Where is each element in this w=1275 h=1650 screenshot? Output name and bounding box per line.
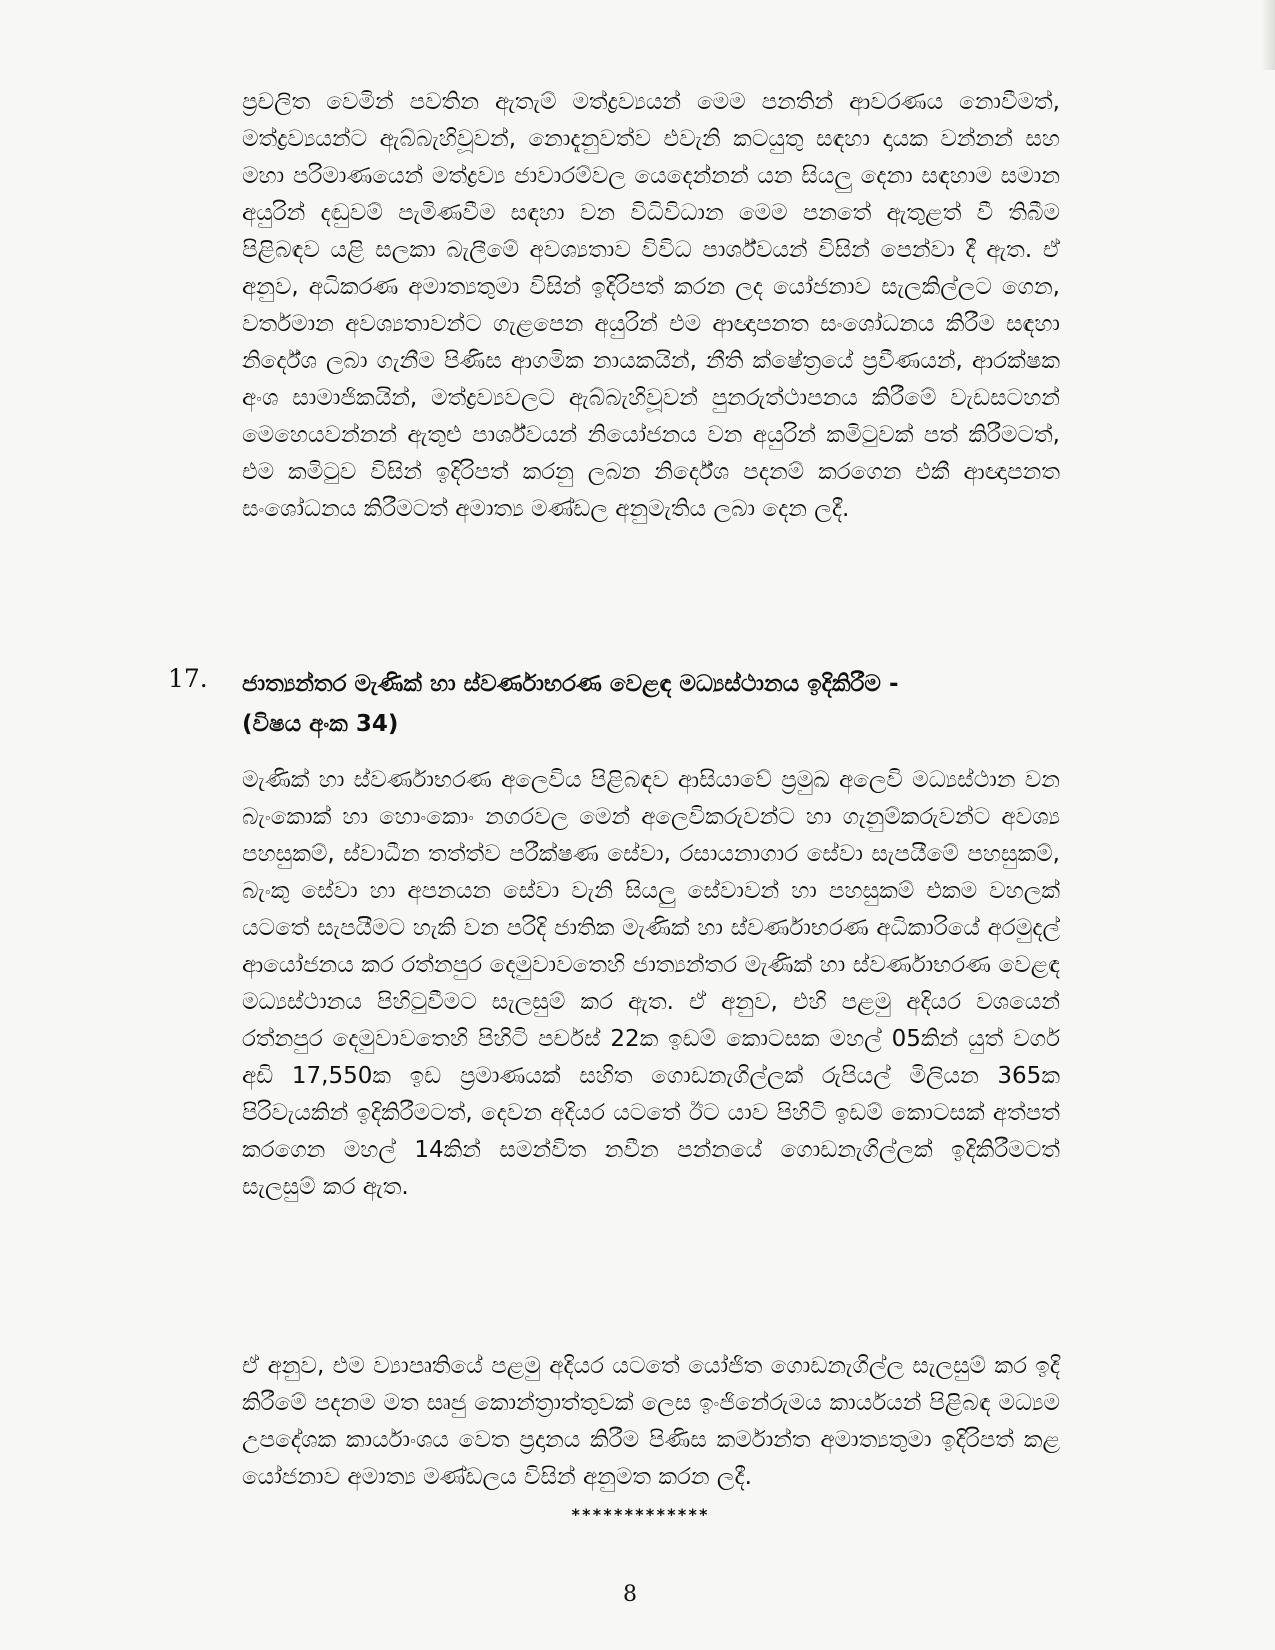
page-number: 8 <box>623 1582 637 1607</box>
section-separator: ************* <box>570 1505 710 1524</box>
paragraph-continued: ප්‍රචලිත වෙමින් පවතින ඇතැම් මත්ද්‍රව්‍යයන් මෙම පනතින් ආවරණය නොවීමත්, මත්ද්‍රව්‍යයන්ට ඇබ්බැහිවූවන්, නොදැනුවත්ව එවැනි කටයුතු සඳහා දායක වන්නන් සහ මහා පරිමාණයෙන් මත්ද්‍රව්‍ය ජාවාරම්වල යෙදෙන්නන් යන සියලු දෙනා සඳහාම සමාන අයුරින් දඬුවම් පැමිණවීම සඳහා වන විධිවිධාන මෙම පනතේ ඇතුළත් වී තිබීම පිළිබඳව යළි සලකා බැලීමේ අවශ්‍යතාව විවිධ පාර්ශ්වයන් විසින් පෙන්වා දී ඇත. ඒ අනුව, අධිකරණ අමාත්‍යතුමා විසින් ඉදිරිපත් කරන ලද යෝජනාව සැලකිල්ලට ගෙන, වර්තමාන අවශ්‍යතාවන්ට ගැළපෙන අයුරින් එම ආඥාපනත සංශෝධනය කිරීම සඳහා නිර්දේශ ලබා ගැනීම පිණිස ආගමික නායකයින්, නීති ක්ෂේත්‍රයේ ප්‍රවීණයන්, ආරක්ෂක අංශ සාමාජිකයින්, මත්ද්‍රව්‍යවලට ඇබ්බැහිවූවන් පුනරුත්ථාපනය කිරීමේ වැඩසටහන් මෙහෙයවන්නන් ඇතුළු පාර්ශ්වයන් නියෝජනය වන අයුරින් කමිටුවක් පත් කිරීමටත්, එම කමිටුව විසින් ඉදිරිපත් කරනු ලබන නිර්දේශ පදනම් කරගෙන එකී ආඥාපනත සංශෝධනය කිරීමටත් අමාත්‍ය මණ්ඩල අනුමැතිය ලබා දෙන ලදී. <box>242 89 1060 522</box>
item-title <box>242 664 1062 744</box>
item-number: 17. <box>168 664 208 693</box>
paragraph-item-17-body: මැණික් හා ස්වර්ණාභරණ අලෙවිය පිළිබඳව ආසියාවේ ප්‍රමුඛ අලෙවි මධ්‍යස්ථාන වන බැංකොක් හා හොංකොං නගරවල මෙන් අලෙවිකරුවන්ට හා ගැනුම්කරුවන්ට අවශ්‍ය පහසුකම්, ස්වාධීන තත්ත්ව පරීක්ෂණ සේවා, රසායනාගාර සේවා සැපයීමේ පහසුකම්, බැංකු සේවා හා අපනයන සේවා වැනි සියලු සේවාවන් හා පහසුකම් එකම වහලක් යටතේ සැපයීමට හැකි වන පරිදි ජාතික මැණික් හා ස්වර්ණාභරණ අධිකාරියේ අරමුදල් ආයෝජනය කර රත්නපුර දෙමුවාවතෙහි ජාත්‍යන්තර මැණික් හා ස්වර්ණාභරණ වෙළඳ මධ්‍යස්ථානය පිහිටුවීමට සැලසුම් කර ඇත. ඒ අනුව, එහි පළමු අදියර වශයෙන් රත්නපුර දෙමුවාවතෙහි පිහිටි පර්චස් 22ක ඉඩම් කොටසක මහල් 05කින් යුත් වර්ග අඩි 17,550ක ඉඩ ප්‍රමාණයක් සහිත ගොඩනැගිල්ලක් රුපියල් මිලියන 365ක පිරිවැයකින් ඉදිකිරීමටත්, දෙවන අදියර යටතේ ඊට යාව පිහිටි ඉඩම් කොටසක් අත්පත් කරගෙන මහල් 14කින් සමන්විත නවීන පන්නයේ ගොඩනැගිල්ලක් ඉදිකිරීමටත් සැලසුම් කර ඇත. <box>242 767 1060 1200</box>
item-title-line2: (විෂය අංක 34) <box>242 711 399 737</box>
item-title-line1: ජාත්‍යන්තර මැණික් හා ස්වර්ණාභරණ වෙළඳ මධ්‍යස්ථානය ඉදිකිරීම - <box>242 671 899 697</box>
scan-edge-shadow <box>1261 0 1275 70</box>
paragraph-item-17-decision: ඒ අනුව, එම ව්‍යාපෘතියේ පළමු අදියර යටතේ යෝජිත ගොඩනැගිල්ල සැලසුම් කර ඉදි කිරීමේ පදනම මත සෘජු කොන්ත්‍රාත්තුවක් ලෙස ඉංජිනේරුමය කාර්යයන් පිළිබඳ මධ්‍යම උපදේශක කාර්යාංශය වෙත ප්‍රදානය කිරීම පිණිස කර්මාන්ත අමාත්‍යතුමා ඉදිරිපත් කළ යෝජනාව අමාත්‍ය මණ්ඩලය විසින් අනුමත කරන ලදී. <box>242 1353 1060 1490</box>
